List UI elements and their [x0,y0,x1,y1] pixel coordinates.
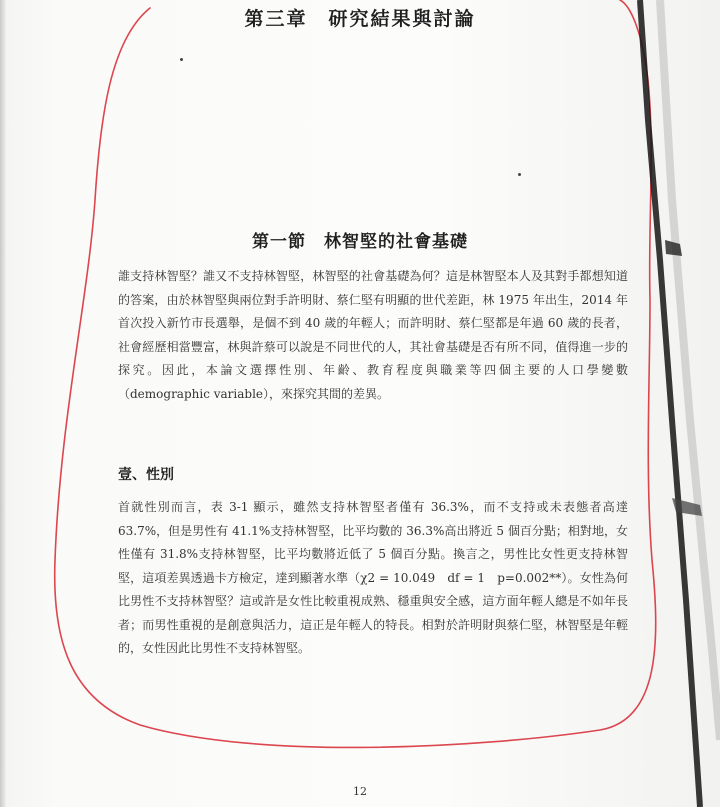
subsection-heading: 壹、性別 [118,467,174,483]
intro-paragraph: 誰支持林智堅？誰又不支持林智堅，林智堅的社會基礎為何？這是林智堅本人及其對手都想知道的答案，由於林智堅與兩位對手許明財、蔡仁堅有明顯的世代差距，林 1975 年出生，2014 年首次投入新竹市長選舉，是個不到 40 歲的年輕人；而許明財、蔡仁堅都是年過 60 歲的長者，社會經歷相當豐富，林與許蔡可以說是不同世代的人，其社會基礎是否有所不同，值得進一步的探究。因此，本論文選擇性別、年齡、教育程度與職業等四個主要的人口學變數（demographic variable），來探究其間的差異。 [118,269,628,401]
scan-speck [180,58,183,61]
gender-paragraph: 首就性別而言，表 3-1 顯示，雖然支持林智堅者僅有 36.3%，而不支持或未表態者高達 63.7%，但是男性有 41.1%支持林智堅，比平均數的 36.3%高出將近 5 個百分點；相對地，女性僅有 31.8%支持林智堅，比平均數將近低了 5 個百分點。換言之，男性比女性更支持林智堅，這項差異透過卡方檢定，達到顯著水準（χ2 = 10.049 df = 1 p=0.002**）。女性為何比男性不支持林智堅？這或許是女性比較重視成熟、穩重與安全感，這方面年輕人總是不如年長者；而男性重視的是創意與活力，這正是年輕人的特長。相對於許明財與蔡仁堅，林智堅是年輕的，女性因此比男性不支持林智堅。 [118,500,628,655]
page-number: 12 [353,785,367,798]
section-title: 第一節 林智堅的社會基礎 [252,232,468,252]
chapter-title: 第三章 研究結果與討論 [244,8,476,30]
scan-speck [518,173,521,176]
